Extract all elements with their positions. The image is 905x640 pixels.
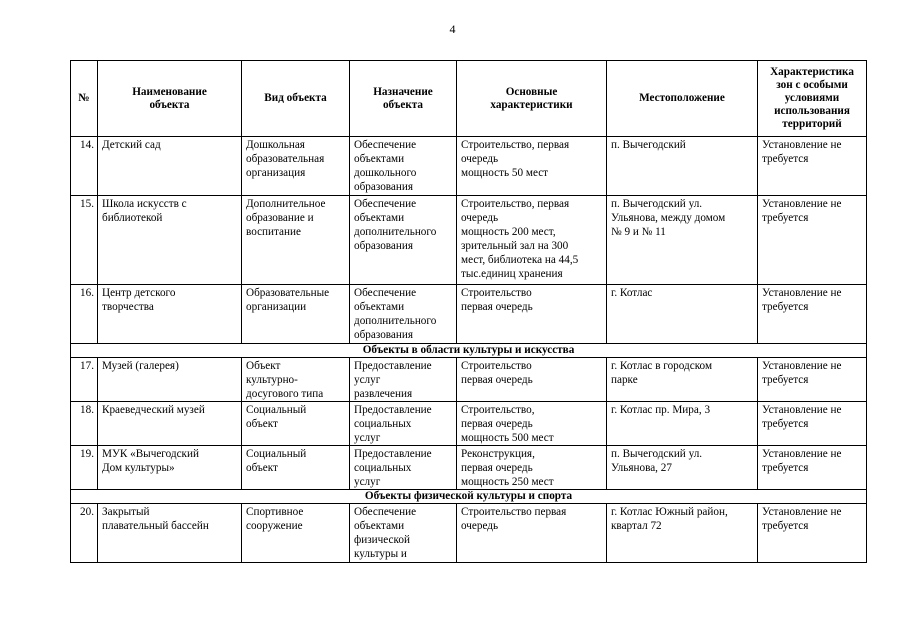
cell-location: г. Котлас в городском парке <box>607 358 758 402</box>
cell-characteristics: Строительство первая очередь <box>457 285 607 344</box>
cell-purpose: Предоставление социальных услуг <box>350 446 457 490</box>
header-purpose: Назначение объекта <box>350 61 457 137</box>
cell-characteristics: Реконструкция, первая очередь мощность 250 мест <box>457 446 607 490</box>
cell-purpose: Обеспечение объектами дополнительного образования <box>350 285 457 344</box>
section-title-culture: Объекты в области культуры и искусства <box>71 344 867 358</box>
page-number: 4 <box>449 22 456 36</box>
cell-name: Детский сад <box>98 137 242 196</box>
cell-name: Школа искусств с библиотекой <box>98 196 242 285</box>
cell-zones: Установление не требуется <box>758 196 867 285</box>
cell-zones: Установление не требуется <box>758 446 867 490</box>
header-name: Наименование объекта <box>98 61 242 137</box>
cell-num: 17. <box>71 358 98 402</box>
header-location: Местоположение <box>607 61 758 137</box>
table-row <box>71 285 867 344</box>
table-row <box>71 137 867 196</box>
cell-zones: Установление не требуется <box>758 504 867 563</box>
cell-location: п. Вычегодский ул. Ульянова, между домом № 9 и № 11 <box>607 196 758 285</box>
cell-location: п. Вычегодский <box>607 137 758 196</box>
cell-characteristics: Строительство первая очередь <box>457 358 607 402</box>
objects-table <box>70 60 867 563</box>
cell-characteristics: Строительство, первая очередь мощность 50 мест <box>457 137 607 196</box>
cell-characteristics: Строительство, первая очередь мощность 500 мест <box>457 402 607 446</box>
header-zones: Характеристика зон с особыми условиями использования территорий <box>758 61 867 137</box>
cell-name: Закрытый плавательный бассейн <box>98 504 242 563</box>
cell-type: Социальный объект <box>242 446 350 490</box>
header-characteristics: Основные характеристики <box>457 61 607 137</box>
cell-num: 16. <box>71 285 98 344</box>
section-row <box>71 490 867 504</box>
cell-num: 20. <box>71 504 98 563</box>
cell-type: Объект культурно- досугового типа <box>242 358 350 402</box>
table-row <box>71 504 867 563</box>
section-row <box>71 344 867 358</box>
cell-purpose: Обеспечение объектами физической культуры и <box>350 504 457 563</box>
table-header-row <box>71 61 867 137</box>
section-title-sport: Объекты физической культуры и спорта <box>71 490 867 504</box>
cell-name: Музей (галерея) <box>98 358 242 402</box>
cell-type: Образовательные организации <box>242 285 350 344</box>
cell-purpose: Обеспечение объектами дополнительного образования <box>350 196 457 285</box>
cell-num: 14. <box>71 137 98 196</box>
cell-location: г. Котлас пр. Мира, 3 <box>607 402 758 446</box>
cell-location: п. Вычегодский ул. Ульянова, 27 <box>607 446 758 490</box>
header-num: № <box>71 61 98 137</box>
cell-zones: Установление не требуется <box>758 358 867 402</box>
table-row <box>71 358 867 402</box>
cell-name: Центр детского творчества <box>98 285 242 344</box>
cell-type: Спортивное сооружение <box>242 504 350 563</box>
header-type: Вид объекта <box>242 61 350 137</box>
cell-zones: Установление не требуется <box>758 137 867 196</box>
cell-characteristics: Строительство первая очередь <box>457 504 607 563</box>
cell-location: г. Котлас <box>607 285 758 344</box>
cell-type: Дошкольная образовательная организация <box>242 137 350 196</box>
cell-num: 15. <box>71 196 98 285</box>
cell-purpose: Обеспечение объектами дошкольного образования <box>350 137 457 196</box>
cell-name: МУК «Вычегодский Дом культуры» <box>98 446 242 490</box>
cell-type: Социальный объект <box>242 402 350 446</box>
cell-type: Дополнительное образование и воспитание <box>242 196 350 285</box>
table-row <box>71 446 867 490</box>
cell-characteristics: Строительство, первая очередь мощность 200 мест, зрительный зал на 300 мест, библиотека на 44,5 тыс.единиц хранения <box>457 196 607 285</box>
cell-name: Краеведческий музей <box>98 402 242 446</box>
cell-purpose: Предоставление социальных услуг <box>350 402 457 446</box>
cell-location: г. Котлас Южный район, квартал 72 <box>607 504 758 563</box>
table-row <box>71 402 867 446</box>
cell-zones: Установление не требуется <box>758 402 867 446</box>
cell-num: 18. <box>71 402 98 446</box>
table-row <box>71 196 867 285</box>
cell-zones: Установление не требуется <box>758 285 867 344</box>
cell-num: 19. <box>71 446 98 490</box>
cell-purpose: Предоставление услуг развлечения <box>350 358 457 402</box>
